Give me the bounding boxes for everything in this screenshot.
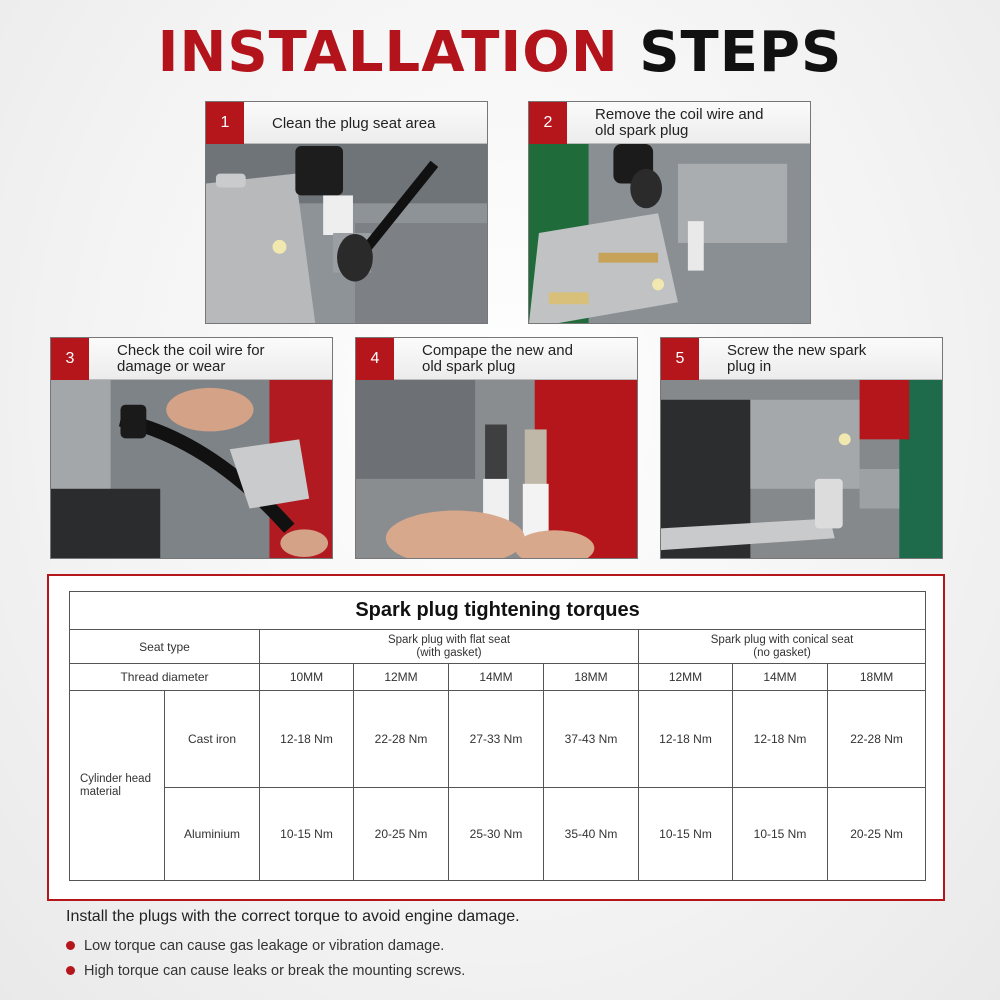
table-row	[70, 788, 926, 881]
thread-size-cell: 18MM	[828, 663, 926, 690]
step-card-1	[205, 101, 488, 324]
torque-value-cell: 37-43 Nm	[544, 691, 639, 788]
thread-size-cell: 18MM	[544, 663, 639, 690]
thread-size-cell: 14MM	[733, 663, 828, 690]
step-caption-bar	[529, 102, 810, 144]
material-cell: Aluminium	[165, 788, 260, 881]
title-word-installation: INSTALLATION	[157, 20, 619, 85]
step-number-badge: 3	[51, 338, 89, 380]
torque-value-cell: 22-28 Nm	[354, 691, 449, 788]
torque-value-cell: 12-18 Nm	[733, 691, 828, 788]
conical-seat-header: Spark plug with conical seat (no gasket)	[639, 630, 926, 663]
torque-value-cell: 10-15 Nm	[733, 788, 828, 881]
torque-value-cell: 22-28 Nm	[828, 691, 926, 788]
thread-size-cell: 14MM	[449, 663, 544, 690]
page-title	[0, 18, 1000, 88]
cleaning-brush-photo	[206, 144, 487, 323]
bullet-text: High torque can cause leaks or break the mounting screws.	[84, 962, 466, 979]
bullet-dot-icon	[66, 966, 75, 975]
torque-value-cell: 12-18 Nm	[260, 691, 354, 788]
torque-value-cell: 10-15 Nm	[260, 788, 354, 881]
step-caption-bar	[206, 102, 487, 144]
list-item	[66, 933, 946, 958]
ratchet-photo	[661, 380, 942, 558]
bullet-text: Low torque can cause gas leakage or vibration damage.	[84, 937, 445, 954]
torque-value-cell: 25-30 Nm	[449, 788, 544, 881]
thread-diameter-label: Thread diameter	[70, 663, 260, 690]
thread-size-cell: 10MM	[260, 663, 354, 690]
step-label: Remove the coil wire and old spark plug	[595, 106, 764, 139]
step-number-badge: 4	[356, 338, 394, 380]
notes-lead: Install the plugs with the correct torque to avoid engine damage.	[66, 908, 520, 925]
torque-value-cell: 10-15 Nm	[639, 788, 733, 881]
material-cell: Cast iron	[165, 691, 260, 788]
flat-seat-header: Spark plug with flat seat (with gasket)	[260, 630, 639, 663]
thread-size-cell: 12MM	[354, 663, 449, 690]
torque-value-cell: 35-40 Nm	[544, 788, 639, 881]
step-card-5	[660, 337, 943, 559]
torque-table-frame	[47, 574, 945, 901]
step-card-4	[355, 337, 638, 559]
step-card-3	[50, 337, 333, 559]
step-number-badge: 5	[661, 338, 699, 380]
step-label: Compape the new and old spark plug	[422, 342, 573, 375]
torque-table	[69, 591, 926, 881]
title-word-steps: STEPS	[639, 20, 843, 85]
installation-notes	[66, 908, 946, 983]
step-label: Screw the new spark plug in	[727, 342, 867, 375]
step-card-2	[528, 101, 811, 324]
torque-value-cell: 20-25 Nm	[828, 788, 926, 881]
step-number-badge: 2	[529, 102, 567, 144]
thread-size-cell: 12MM	[639, 663, 733, 690]
step-caption-bar	[661, 338, 942, 380]
seat-type-label: Seat type	[70, 630, 260, 663]
torque-value-cell: 20-25 Nm	[354, 788, 449, 881]
bullet-dot-icon	[66, 941, 75, 950]
step-label: Check the coil wire for damage or wear	[117, 342, 265, 375]
table-row	[70, 691, 926, 788]
torque-value-cell: 27-33 Nm	[449, 691, 544, 788]
coil-wire-photo	[529, 144, 810, 323]
step-number-badge: 1	[206, 102, 244, 144]
compare-plugs-photo	[356, 380, 637, 558]
cylinder-head-material-label: Cylinder head material	[70, 691, 165, 881]
torque-value-cell: 12-18 Nm	[639, 691, 733, 788]
table-title: Spark plug tightening torques	[70, 592, 926, 630]
step-caption-bar	[356, 338, 637, 380]
inspect-wire-photo	[51, 380, 332, 558]
list-item	[66, 958, 946, 983]
step-caption-bar	[51, 338, 332, 380]
step-label: Clean the plug seat area	[272, 115, 436, 132]
